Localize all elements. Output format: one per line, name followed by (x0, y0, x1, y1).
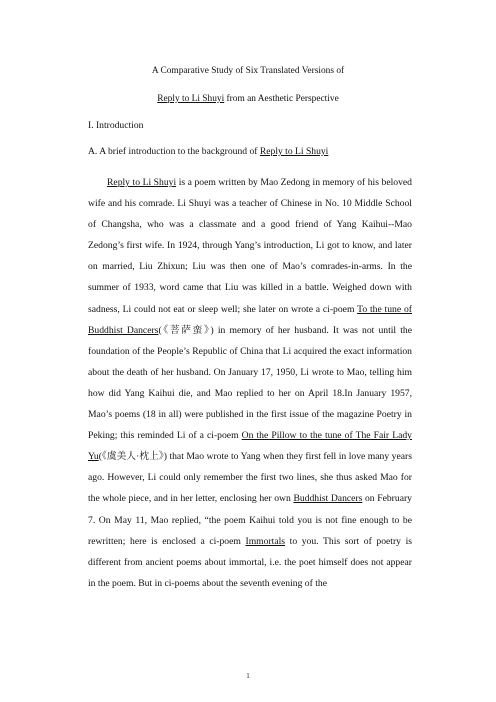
section-heading: I. Introduction (88, 120, 144, 131)
title-work-name: Reply to Li Shuyi (157, 94, 225, 104)
body-paragraph (88, 172, 412, 594)
para-text-1: is a poem written by Mao Zedong in memory of his beloved wife and his comrade. Li Shuyi was a teacher of Chinese in No. 10 Middle School of Changsha, who was a classmate and a good friend of Yang Kaihui--Mao Zedong’s first wife. In 1924, through Yang’s introduction, Li got to know, and later on married, Liu Zhixun; Liu was then one of Mao’s comrades-in-arms. In the summer of 1933, word came that Liu was killed in a battle. Weighed down with sadness, Li could not eat or sleep well; she later on wrote a ci-poem (88, 177, 412, 315)
para-text-4: on February 7. On May 11, Mao replied, “the poem Kaihui told you is not fine enough to be rewritten; here is enclosed a ci-poem (88, 493, 412, 547)
work-title-immortals: Immortals (245, 535, 286, 547)
chinese-title-1: (《菩萨蛮》) (158, 324, 214, 336)
work-title-buddhist-dancers: To the tune of Buddhist Dancers (88, 303, 412, 336)
para-text-3: that Mao wrote to Yang when they first fell in love many years ago. However, Li could only remember the first two lines, she thus asked Mao for the whole piece, and in her letter, enclosing her own (88, 451, 412, 505)
work-title-buddhist-dancers-2: Buddhist Dancers (293, 493, 363, 505)
subsection-prefix: A. A brief introduction to the background of (88, 146, 260, 157)
work-title-reply: Reply to Li Shuyi (107, 177, 177, 188)
work-title-on-the-pillow: On the Pillow to the tune of The Fair Lady Yu (88, 430, 412, 463)
subsection-heading (88, 146, 328, 157)
subsection-work-name: Reply to Li Shuyi (259, 146, 329, 157)
title-line-2-rest: from an Aesthetic Perspective (224, 94, 339, 104)
title-line-2 (0, 94, 496, 104)
para-text-2: in memory of her husband. It was not until the foundation of the People’s Republic of China that Li acquired the exact information about the death of her husband. On January 17, 1950, Li wrote to Mao, telling him how did Yang Kaihui die, and Mao replied to her on April 18.In January 1957, Mao’s poems (18 in all) were published in the first issue of the magazine Poetry in Peking; this reminded Li of a ci-poem (88, 324, 412, 442)
para-text-5: to you. This sort of poetry is different from ancient poems about immortal, i.e. the poet himself does not appear in the poem. But in ci-poems about the seventh evening of the (88, 535, 412, 589)
title-line-1: A Comparative Study of Six Translated Versions of (151, 66, 345, 76)
page-number: 1 (246, 672, 250, 680)
chinese-title-2: (《虞美人·枕上》) (98, 451, 167, 463)
